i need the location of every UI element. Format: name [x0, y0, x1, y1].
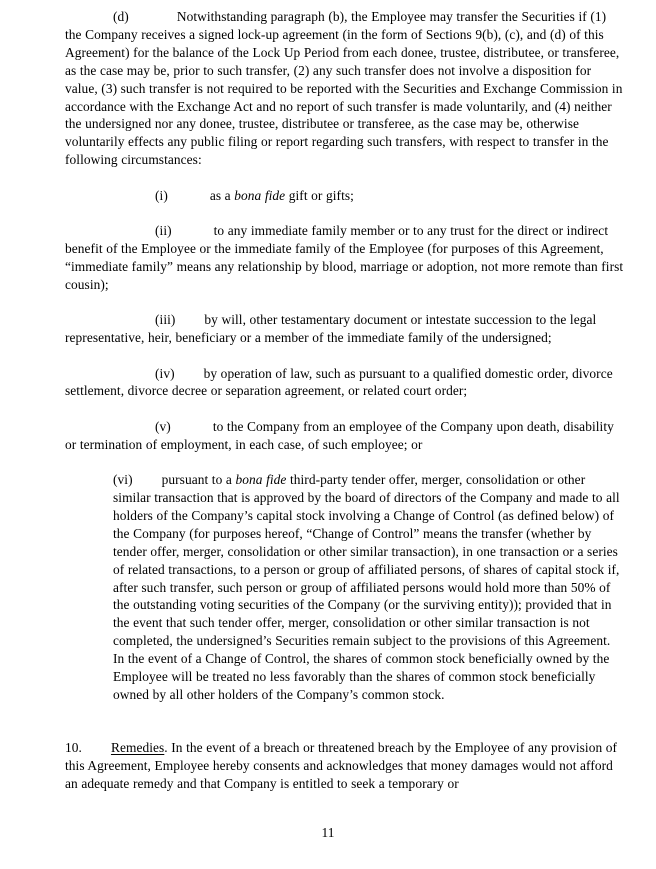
bona-fide-italic-vi: bona fide	[235, 472, 287, 488]
page-number: 11	[321, 825, 335, 840]
list-item-ii-body: to any immediate family member or to any trust for the direct or indirect benefit of the Employee or the immediate family of the Employee (for purposes of this Agreement, “immediate family” means any relationship by blood, marriage or adoption, not more remote than first cousin);	[65, 223, 624, 292]
paragraph-d-body: Notwithstanding paragraph (b), the Employee may transfer the Securities if (1) the Company receives a signed lock-up agreement (in the form of Sections 9(b), (c), and (d) of this Agreement) for the balance of the Lock Up Period from each donee, trustee, distributee, or transferee, as the case may be, prior to such transfer, (2) any such transfer does not involve a disposition for value, (3) such transfer is not required to be reported with the Securities and Exchange Commission in accordance with the Exchange Act and no report of such transfer is made voluntarily, and (4) neither the undersigned nor any donee, trustee, distributee or transferee, as the case may be, otherwise voluntarily effects any public filing or report regarding such transfers, with respect to transfer in the following circumstances:	[65, 9, 623, 168]
list-item-iii-body: by will, other testamentary document or intestate succession to the legal representative, heir, beneficiary or a member of the immediate family of the undersigned;	[65, 312, 597, 346]
list-item-iv	[65, 365, 624, 401]
list-item-i-marker: (i)	[155, 187, 168, 203]
section-spacer	[65, 721, 624, 739]
list-item-ii-marker: (ii)	[155, 223, 172, 239]
paragraph-d	[65, 8, 624, 169]
list-item-i	[65, 187, 624, 205]
list-item-vi-marker: (vi)	[113, 472, 133, 488]
list-item-iii-marker: (iii)	[155, 312, 176, 328]
list-item-v	[65, 418, 624, 454]
list-item-iii	[65, 311, 624, 347]
list-item-i-body: as a bona fide gift or gifts;	[209, 187, 354, 203]
section-10	[65, 739, 624, 793]
list-item-vi-body: pursuant to a bona fide third-party tender offer, merger, consolidation or other similar transaction that is approved by the board of directors of the Company and made to all holders of the Company’s capital stock involving a Change of Control (as defined below) of the Company (for purposes hereof, “Change of Control” means the transfer (whether by tender offer, merger, consolidation or other similar transaction), in one transaction or a series of related transactions, to a person or group of affiliated persons, of shares of capital stock if, after such transfer, such person or group of affiliated persons would hold more than 50% of the outstanding voting securities of the Company (or the surviving entity)); provided that in the event that such tender offer, merger, consolidation or other similar transaction is not completed, the undersigned’s Securities remain subject to the provisions of this Agreement. In the event of a Change of Control, the shares of common stock beneficially owned by the Employee will be treated no less favorably than the shares of common stock beneficially owned by all other holders of the Company’s common stock.	[113, 472, 620, 702]
list-item-iv-body: by operation of law, such as pursuant to a qualified domestic order, divorce settlement, divorce decree or separation agreement, or related court order;	[65, 365, 613, 399]
paragraph-d-marker: (d)	[113, 9, 129, 24]
section-10-body: . In the event of a breach or threatened breach by the Employee of any provision of this Agreement, Employee hereby consents and acknowledges that money damages would not afford an adequate remedy and that Company is entitled to seek a temporary or	[65, 739, 618, 791]
list-item-iv-marker: (iv)	[155, 365, 175, 381]
list-item-v-body: to the Company from an employee of the Company upon death, disability or termination of employment, in each case, of such employee; or	[65, 418, 614, 452]
list-item-ii	[65, 222, 624, 294]
list-item-vi	[65, 471, 624, 704]
bona-fide-italic: bona fide	[234, 187, 286, 203]
list-item-v-marker: (v)	[155, 418, 171, 434]
section-10-number: 10.	[65, 739, 82, 755]
section-10-heading: Remedies	[110, 739, 165, 755]
